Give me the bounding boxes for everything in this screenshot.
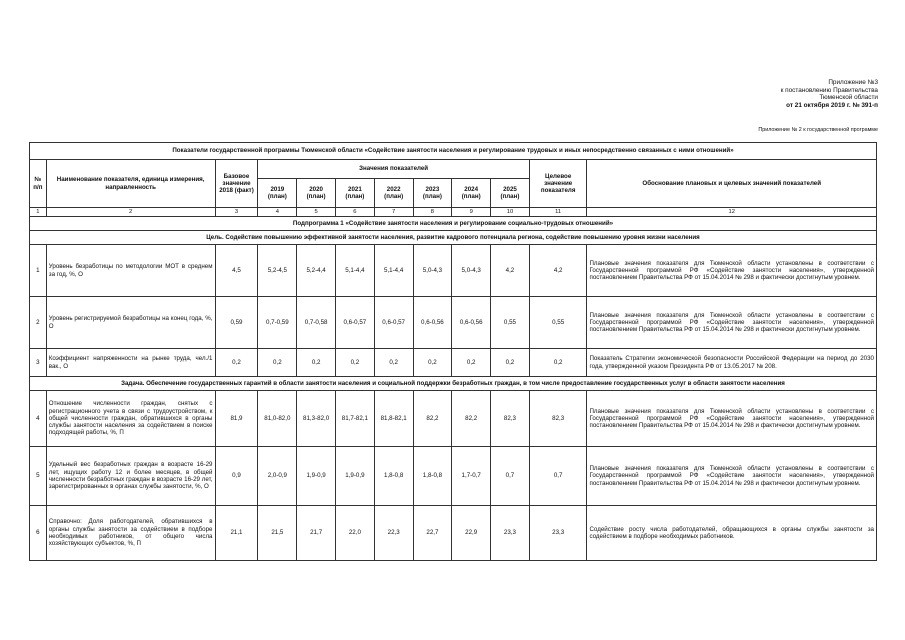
row-value-2025: 0,2 [491,349,530,377]
indicators-table [29,142,877,561]
row-value-2023: 22,7 [413,506,452,561]
task-title: Задача. Обеспечение государственных гарантий в области занятости населения и социальной поддержки безработных граждан, в том числе предоставление государственных услуг в области занятости населения [30,377,877,391]
subprogram-row [30,217,877,231]
row-num: 1 [30,245,47,297]
row-value-2019: 2,0-0,9 [258,447,297,506]
row-indicator-name: Справочно: Доля работодателей, обратившихся в органы службы занятости за содействием в подборе необходимых работников, от общего числа хозяйствующих субъектов, %, П [46,506,215,561]
row-value-2024: 5,0-4,3 [452,245,491,297]
row-value-2020: 0,2 [297,349,336,377]
appendix-line-4: от 21 октября 2019 г. № 391-п [786,101,878,109]
goal-title: Цель. Содействие повышению эффективной занятости населения, развитие кадрового потенциала региона, содействие повышению уровня жизни населения [30,231,877,245]
row-value-2022: 5,1-4,4 [374,245,413,297]
row-value-2021: 5,1-4,4 [336,245,375,297]
row-value-2019: 81,0-82,0 [258,391,297,447]
row-target: 82,3 [529,391,587,447]
row-value-2023: 5,0-4,3 [413,245,452,297]
row-justification: Плановые значения показателя для Тюменской области установлены в соответствии с Государственной программой РФ «Содействие занятости населения», утвержденной постановлением Правительства РФ от 15.04.2014 № 298 и фактически достигнутым уровнем. [587,391,877,447]
header-year: 2020 (план) [297,179,336,208]
table-row [30,297,877,349]
row-value-2019: 21,5 [258,506,297,561]
row-target: 0,7 [529,447,587,506]
row-justification: Плановые значения показателя для Тюменской области установлены в соответствии с Государственной программой РФ «Содействие занятости населения», утвержденной постановлением Правительства РФ от 15.04.2014 № 298 и фактически достигнутым уровнем. [587,245,877,297]
appendix-block [700,79,878,109]
column-number: 7 [374,208,413,217]
table-row [30,447,877,506]
row-value-2024: 22,9 [452,506,491,561]
row-value-2024: 0,6-0,56 [452,297,491,349]
header-num: № п/п [30,160,47,208]
row-value-2024: 0,2 [452,349,491,377]
row-value-2022: 0,2 [374,349,413,377]
header-year: 2019 (план) [258,179,297,208]
row-value-2024: 82,2 [452,391,491,447]
row-value-2021: 0,6-0,57 [336,297,375,349]
header-year: 2022 (план) [374,179,413,208]
row-indicator-name: Уровень безработицы по методологии МОТ в среднем за год, %, О [46,245,215,297]
row-value-2021: 1,9-0,9 [336,447,375,506]
row-value-2019: 5,2-4,5 [258,245,297,297]
row-value-2025: 23,3 [491,506,530,561]
column-number: 8 [413,208,452,217]
column-number-row [30,208,877,217]
appendix-line-1: Приложение №3 [828,79,878,86]
row-value-2025: 82,3 [491,391,530,447]
row-num: 2 [30,297,47,349]
row-value-2021: 22,0 [336,506,375,561]
table-row [30,245,877,297]
header-values-group: Значения показателей [258,160,529,179]
table-title: Показатели государственной программы Тюменской области «Содействие занятости населения и регулирование трудовых и иных непосредственно связанных с ними отношений» [30,143,877,160]
header-row-1 [30,160,877,179]
header-year: 2024 (план) [452,179,491,208]
column-number: 3 [215,208,258,217]
header-target: Целевое значение показателя [529,160,587,208]
task-row [30,377,877,391]
row-value-2025: 0,55 [491,297,530,349]
row-num: 4 [30,391,47,447]
row-value-2022: 22,3 [374,506,413,561]
row-base: 0,59 [215,297,258,349]
row-value-2025: 4,2 [491,245,530,297]
row-value-2020: 21,7 [297,506,336,561]
row-base: 0,2 [215,349,258,377]
row-base: 4,5 [215,245,258,297]
row-indicator-name: Коэффициент напряженности на рынке труда, чел./1 вак., О [46,349,215,377]
row-value-2020: 0,7-0,58 [297,297,336,349]
row-value-2023: 82,2 [413,391,452,447]
column-number: 4 [258,208,297,217]
row-justification: Показатель Стратегии экономической безопасности Российской Федерации на период до 2030 года, утвержденной указом Президента РФ от 13.05.2017 № 208. [587,349,877,377]
row-value-2022: 81,8-82,1 [374,391,413,447]
appendix-line-3: Тюменской области [819,94,878,102]
row-value-2025: 0,7 [491,447,530,506]
program-note: Приложение № 2 к государственной программе [758,127,878,133]
column-number: 6 [336,208,375,217]
subprogram-title: Подпрограмма 1 «Содействие занятости населения и регулирование социально-трудовых отношений» [30,217,877,231]
column-number: 9 [452,208,491,217]
row-target: 4,2 [529,245,587,297]
header-base: Базовое значение 2018 (факт) [215,160,258,208]
header-name: Наименование показателя, единица измерения, направленность [46,160,215,208]
row-value-2023: 1,8-0,8 [413,447,452,506]
row-indicator-name: Отношение численности граждан, снятых с регистрационного учета в связи с трудоустройством, к общей численности граждан, обратившихся в органы службы занятости населения за содействием в поиске подходящей работы, %, П [46,391,215,447]
row-indicator-name: Удельный вес безработных граждан в возрасте 16-29 лет, ищущих работу 12 и более месяцев, в общей численности безработных граждан в возрасте 16-29 лет, зарегистрированных в органах службы занятости, %, О [46,447,215,506]
row-target: 23,3 [529,506,587,561]
row-justification: Плановые значения показателя для Тюменской области установлены в соответствии с Государственной программой РФ «Содействие занятости населения», утвержденной постановлением Правительства РФ от 15.04.2014 № 298 и фактически достигнутым уровнем. [587,447,877,506]
row-value-2020: 81,3-82,0 [297,391,336,447]
row-value-2019: 0,2 [258,349,297,377]
row-num: 5 [30,447,47,506]
row-justification: Плановые значения показателя для Тюменской области установлены в соответствии с Государственной программой РФ «Содействие занятости населения», утвержденной постановлением Правительства РФ от 15.04.2014 № 298 и фактически достигнутым уровнем. [587,297,877,349]
row-value-2022: 1,8-0,8 [374,447,413,506]
row-indicator-name: Уровень регистрируемой безработицы на конец года, %, О [46,297,215,349]
row-value-2022: 0,6-0,57 [374,297,413,349]
column-number: 5 [297,208,336,217]
row-base: 0,9 [215,447,258,506]
table-row [30,391,877,447]
row-value-2024: 1,7-0,7 [452,447,491,506]
column-number: 12 [587,208,877,217]
header-justification: Обоснование плановых и целевых значений показателей [587,160,877,208]
table-row [30,349,877,377]
row-justification: Содействие росту числа работодателей, обращающихся в органы службы занятости за содействием в подборе необходимых работников. [587,506,877,561]
appendix-line-2: к постановлению Правительства [780,86,878,94]
row-value-2021: 81,7-82,1 [336,391,375,447]
row-target: 0,55 [529,297,587,349]
row-value-2021: 0,2 [336,349,375,377]
row-num: 3 [30,349,47,377]
table-title-row [30,143,877,160]
row-value-2020: 5,2-4,4 [297,245,336,297]
row-base: 21,1 [215,506,258,561]
row-value-2023: 0,2 [413,349,452,377]
column-number: 10 [491,208,530,217]
table-row [30,506,877,561]
header-year: 2021 (план) [336,179,375,208]
goal-row [30,231,877,245]
column-number: 1 [30,208,47,217]
row-value-2019: 0,7-0,59 [258,297,297,349]
row-value-2020: 1,9-0,9 [297,447,336,506]
row-target: 0,2 [529,349,587,377]
header-year: 2025 (план) [491,179,530,208]
column-number: 2 [46,208,215,217]
header-year: 2023 (план) [413,179,452,208]
row-value-2023: 0,6-0,56 [413,297,452,349]
row-base: 81,9 [215,391,258,447]
row-num: 6 [30,506,47,561]
column-number: 11 [529,208,587,217]
